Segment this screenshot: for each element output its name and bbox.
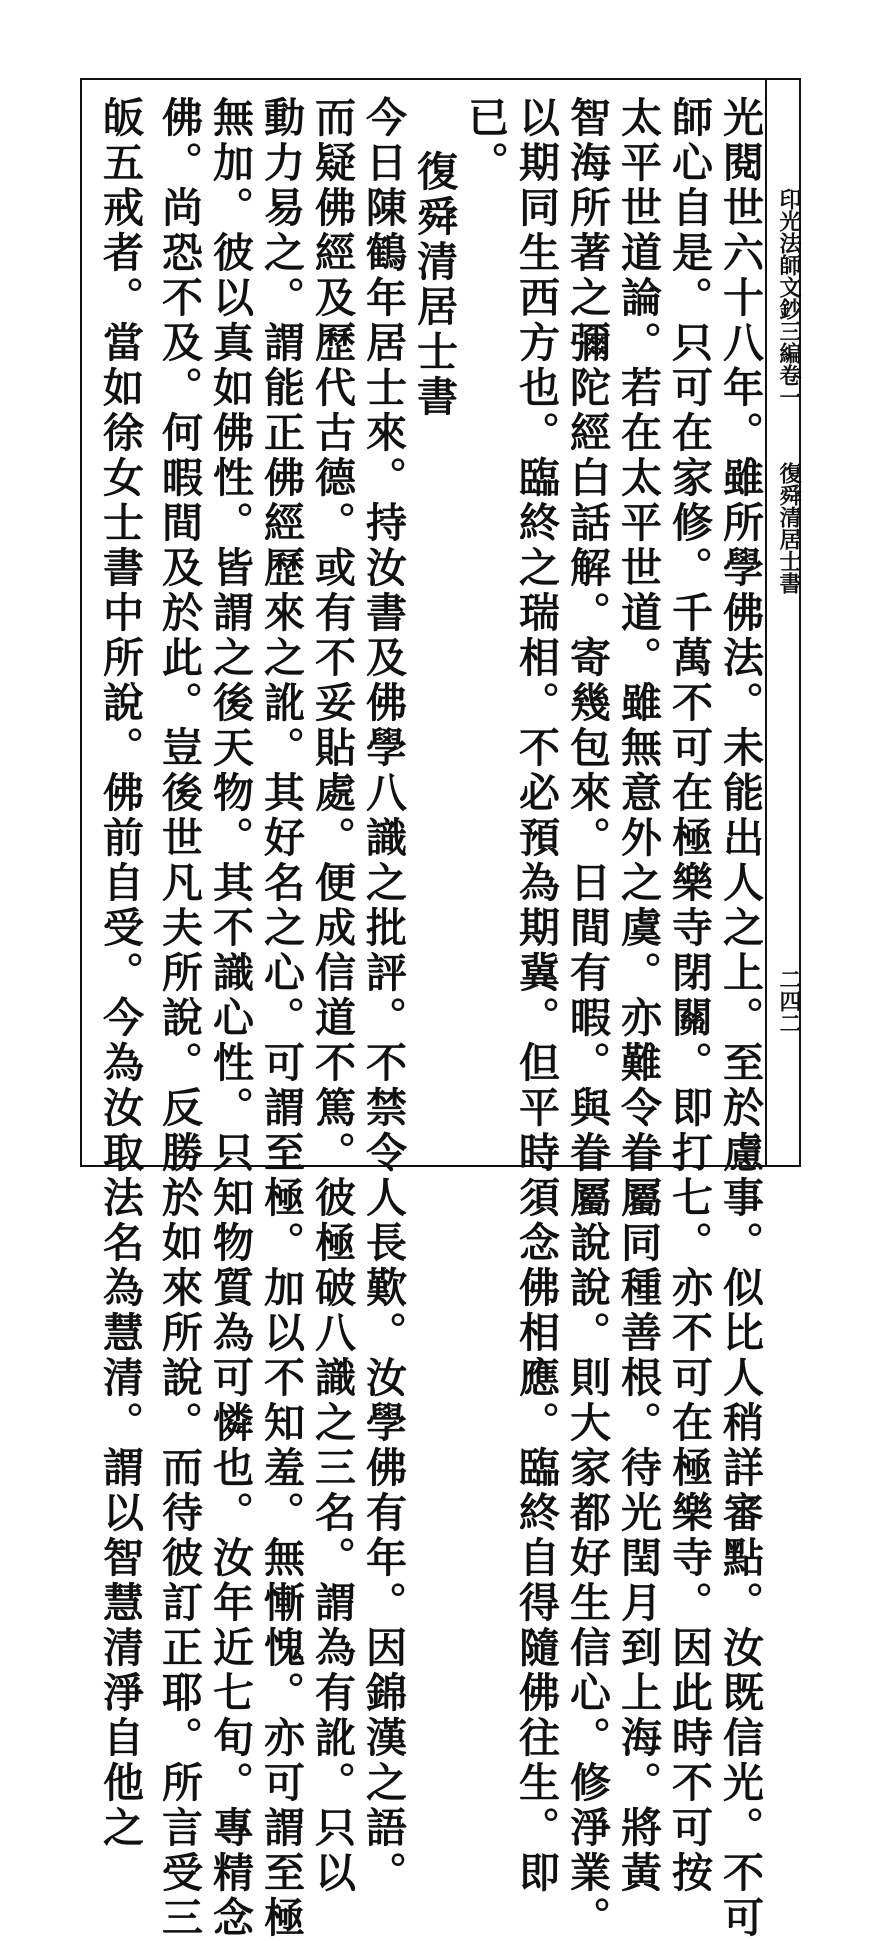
letter-heading: 復舜清居士書: [410, 150, 458, 420]
text-column-4: 智海所著之彌陀經白話解。寄幾包來。日間有暇。與眷屬說說。則大家都好生信心。修淨業。: [563, 96, 611, 1941]
text-column-10: 而疑佛經及歷代古德。或有不妥貼處。便成信道不篤。彼極破八識之三名。謂為有訛。只以: [308, 96, 356, 1896]
text-column-9: 今日陳鶴年居士來。持汝書及佛學八識之批評。不禁令人長歎。汝學佛有年。因錦漢之語。: [359, 96, 407, 1896]
text-column-3: 太平世道論。若在太平世道。雖無意外之虞。亦難令眷屬同種善根。待光閏月到上海。將黃: [614, 96, 662, 1896]
section-title: 復舜清居士書: [776, 462, 802, 594]
text-column-11: 動力易之。謂能正佛經歷來之訛。其好名之心。可謂至極。加以不知羞。無慚愧。亦可謂至極: [257, 96, 305, 1941]
text-column-1: 光閱世六十八年。雖所學佛法。未能出人之上。至於慮事。似比人稍詳審點。汝既信光。不可: [716, 96, 764, 1941]
text-column-6: 已。: [461, 96, 509, 186]
page-number: 二四二: [776, 968, 802, 1034]
text-column-5: 以期同生西方也。臨終之瑞相。不必預為期冀。但平時須念佛相應。臨終自得隨佛往生。即: [512, 96, 560, 1896]
margin-divider: [765, 78, 767, 1167]
text-column-2: 師心自是。只可在家修。千萬不可在極樂寺閉關。即打七。亦不可在極樂寺。因此時不可按: [665, 96, 713, 1896]
text-column-13: 佛。尚恐不及。何暇間及於此。豈後世凡夫所說。反勝於如來所說。而待彼訂正耶。所言受三: [155, 96, 203, 1941]
book-title: 印光法師文鈔三編卷一: [776, 188, 802, 408]
text-column-12: 無加。彼以真如佛性。皆謂之後天物。其不識心性。只知物質為可憐也。汝年近七旬。專精念: [206, 96, 254, 1941]
text-column-14: 皈五戒者。當如徐女士書中所說。佛前自受。今為汝取法名為慧清。謂以智慧清淨自他之: [96, 96, 144, 1851]
